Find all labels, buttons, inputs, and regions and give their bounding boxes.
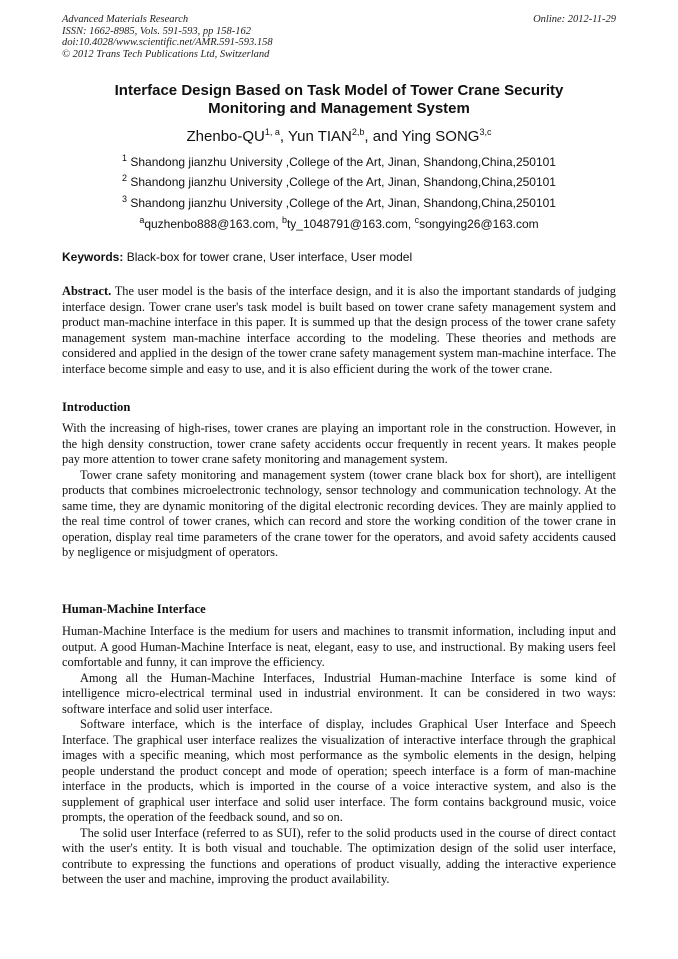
online-date: Online: 2012-11-29 <box>533 14 616 25</box>
keywords <box>62 250 616 264</box>
author-3: , and Ying SONG <box>364 128 480 145</box>
affiliation-3-sup: 3 <box>122 194 128 204</box>
author-emails <box>62 213 616 231</box>
affiliation-2-text: Shandong jianzhu University ,College of the Art, Jinan, Shandong,China,250101 <box>130 175 556 189</box>
affiliation-1-text: Shandong jianzhu University ,College of the Art, Jinan, Shandong,China,250101 <box>130 155 556 169</box>
introduction-body <box>62 421 616 561</box>
introduction-paragraph-2: Tower crane safety monitoring and management system (tower crane black box for short), are intelligent products that combines microelectronic technology, sensor technology and communication technology. At the same time, they are dynamic monitoring of the digital electronic recording devices. They are mainly applied to the real time control of tower cranes, which can record and store the working condition of the tower crane in operation, display real time parameters of the crane tower for the operators, and avoid safety accidents caused by negligence or misjudgment of operators. <box>62 467 616 559</box>
section-heading-hmi: Human-Machine Interface <box>62 602 206 616</box>
author-2-sup: 2,b <box>351 127 365 137</box>
paper-title <box>62 82 616 118</box>
author-3-sup: 3,c <box>479 127 492 137</box>
hmi-paragraph-4: The solid user Interface (referred to as SUI), refer to the solid products used in the course of direct contact with the user's entity. It is both visual and touchable. The optimization design of the solid user interface, contribute to expressing the functions and operations of product visually, adding the interactive experience between the user and machine, improving the product availability. <box>62 825 616 886</box>
email-c: songying26@163.com <box>419 217 539 231</box>
email-b-sup: b <box>281 215 287 225</box>
hmi-body <box>62 624 616 888</box>
hmi-paragraph-3: Software interface, which is the interface of display, includes Graphical User Interface and Speech Interface. The graphical user interface realizes the visualization of interactive interface through the graphical images with a specific meaning, which most performance as the symbolic elements in the design, helping people understand the product concept and mode of operation; speech interface is a form of man-machine interface in the products, which is imported in the course of a voice interactive system, and also is the supplement of graphical user interface and solid user interface. The form contains background music, voice prompts, the operation of the feedback sound, and so on. <box>62 717 616 824</box>
doi-line: doi:10.4028/www.scientific.net/AMR.591-593.158 <box>62 37 273 48</box>
author-2: , Yun TIAN <box>279 128 352 145</box>
title-line-2: Monitoring and Management System <box>208 100 470 117</box>
introduction-paragraph-1: With the increasing of high-rises, tower cranes are playing an important role in the construction. However, in the high density construction, tower crane safety accidents occur frequently in recent years. It makes people pay more attention to tower crane safety monitoring and management system. <box>62 421 616 466</box>
author-list <box>62 123 616 146</box>
title-line-1: Interface Design Based on Task Model of Tower Crane Security <box>114 82 564 99</box>
author-1-sup: 1, a <box>264 127 280 137</box>
affiliation-1 <box>62 151 616 169</box>
email-a: quzhenbo888@163.com, <box>144 217 282 231</box>
abstract-text: The user model is the basis of the interface design, and it is also the important standards of judging interface design. Tower crane user's task model is built based on tower crane safety management system and product man-machine interface in this paper. It is summed up that the design process of the tower crane safety management system man-machine interface according to the modeling. These theories and methods are considered and applied in the design of the tower crane safety management system man-machine interface. The interface become simple and easy to use, and it is also efficient during the work of the tower crane. <box>62 284 616 376</box>
section-heading-introduction: Introduction <box>62 400 131 414</box>
affiliation-2 <box>62 171 616 189</box>
keywords-label: Keywords: <box>62 250 124 264</box>
email-a-sup: a <box>139 215 145 225</box>
email-b: ty_1048791@163.com, <box>286 217 415 231</box>
issn-line: ISSN: 1662-8985, Vols. 591-593, pp 158-162 <box>62 25 251 37</box>
keywords-text: Black-box for tower crane, User interface, User model <box>123 250 413 264</box>
hmi-paragraph-1: Human-Machine Interface is the medium for users and machines to transmit information, including input and output. A good Human-Machine Interface is neat, elegant, easy to use, and instructional. By making users feel comfortable and funny, it can improve the efficiency. <box>62 624 616 669</box>
hmi-paragraph-2: Among all the Human-Machine Interfaces, Industrial Human-machine Interface is some kind of intelligence micro-electrical terminal used in industrial environment. It can be considered in two ways: software interface and solid user interface. <box>62 670 616 716</box>
affiliation-3-text: Shandong jianzhu University ,College of the Art, Jinan, Shandong,China,250101 <box>130 196 556 210</box>
copyright-line: © 2012 Trans Tech Publications Ltd, Switzerland <box>62 48 270 60</box>
affiliation-1-sup: 1 <box>122 153 128 163</box>
journal-name: Advanced Materials Research <box>62 14 189 25</box>
affiliation-2-sup: 2 <box>122 173 128 183</box>
affiliation-3 <box>62 192 616 210</box>
email-c-sup: c <box>414 215 420 225</box>
abstract-label: Abstract. <box>62 284 112 298</box>
author-1: Zhenbo-QU <box>186 128 265 145</box>
abstract <box>62 284 616 377</box>
publication-header <box>62 14 616 60</box>
